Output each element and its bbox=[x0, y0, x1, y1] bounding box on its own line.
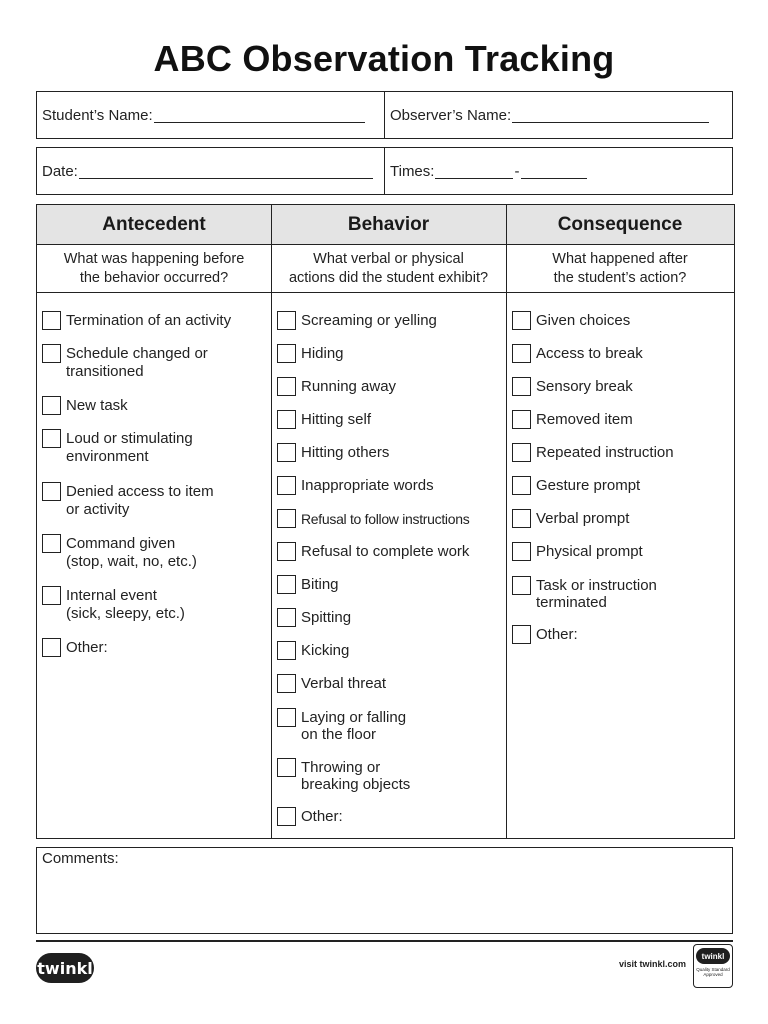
comments-box[interactable] bbox=[36, 847, 733, 934]
behavior-item[interactable]: Spitting bbox=[277, 609, 351, 627]
checkbox[interactable] bbox=[42, 638, 61, 657]
behavior-item[interactable]: Other: bbox=[277, 808, 343, 826]
checkbox[interactable] bbox=[512, 311, 531, 330]
checkbox[interactable] bbox=[512, 410, 531, 429]
visit-link[interactable]: visit twinkl.com bbox=[618, 959, 686, 969]
behavior-heading: Behavior bbox=[347, 214, 430, 235]
checkbox[interactable] bbox=[42, 429, 61, 448]
names-row bbox=[36, 91, 733, 139]
checkbox[interactable] bbox=[277, 641, 296, 660]
behavior-item[interactable]: Running away bbox=[277, 378, 396, 396]
twinkl-logo: twinkl bbox=[36, 953, 94, 983]
antecedent-item[interactable]: Loud or stimulating environment bbox=[42, 430, 193, 466]
header-row bbox=[37, 205, 734, 245]
checkbox[interactable] bbox=[512, 576, 531, 595]
observer-name-label: Observer’s Name: bbox=[390, 106, 512, 124]
column-divider bbox=[506, 205, 507, 838]
antecedent-item[interactable]: New task bbox=[42, 397, 128, 415]
prompt-row bbox=[37, 245, 734, 293]
behavior-item[interactable]: Throwing or breaking objects bbox=[277, 759, 410, 793]
behavior-prompt: What verbal or physical actions did the student exhibit? bbox=[288, 251, 489, 286]
checkbox[interactable] bbox=[277, 443, 296, 462]
antecedent-prompt: What was happening before the behavior occurred? bbox=[63, 251, 245, 286]
consequence-item[interactable]: Verbal prompt bbox=[512, 510, 629, 528]
consequence-item[interactable]: Given choices bbox=[512, 312, 630, 330]
consequence-item[interactable]: Task or instruction terminated bbox=[512, 577, 657, 611]
consequence-item[interactable]: Gesture prompt bbox=[512, 477, 640, 495]
antecedent-heading: Antecedent bbox=[102, 214, 206, 235]
date-line[interactable] bbox=[79, 164, 373, 179]
date-times-row bbox=[36, 147, 733, 195]
behavior-item[interactable]: Kicking bbox=[277, 642, 349, 660]
observer-name-line[interactable] bbox=[512, 108, 709, 123]
times-label: Times: bbox=[390, 162, 435, 180]
behavior-item[interactable]: Inappropriate words bbox=[277, 477, 434, 495]
abc-table bbox=[36, 204, 735, 839]
consequence-item[interactable]: Access to break bbox=[512, 345, 643, 363]
consequence-heading: Consequence bbox=[557, 214, 683, 235]
checkbox[interactable] bbox=[42, 396, 61, 415]
checkbox[interactable] bbox=[277, 807, 296, 826]
times-end-line[interactable] bbox=[521, 164, 587, 179]
badge-logo: twinkl bbox=[696, 948, 730, 964]
checkbox[interactable] bbox=[277, 758, 296, 777]
column-divider bbox=[271, 205, 272, 838]
checkbox[interactable] bbox=[512, 625, 531, 644]
checkbox[interactable] bbox=[277, 344, 296, 363]
consequence-item[interactable]: Sensory break bbox=[512, 378, 633, 396]
footer-divider bbox=[36, 940, 733, 942]
checkbox[interactable] bbox=[277, 476, 296, 495]
checkbox[interactable] bbox=[512, 344, 531, 363]
date-field[interactable] bbox=[37, 148, 385, 194]
student-name-line[interactable] bbox=[154, 108, 365, 123]
badge-text: Quality Standard Approved bbox=[696, 967, 730, 977]
antecedent-item[interactable]: Command given (stop, wait, no, etc.) bbox=[42, 535, 197, 571]
page-title: ABC Observation Tracking bbox=[153, 38, 615, 79]
behavior-item[interactable]: Biting bbox=[277, 576, 339, 594]
times-field[interactable] bbox=[385, 148, 732, 194]
behavior-item[interactable]: Hiding bbox=[277, 345, 344, 363]
checkbox[interactable] bbox=[277, 509, 296, 528]
checkbox[interactable] bbox=[42, 534, 61, 553]
checkbox[interactable] bbox=[277, 674, 296, 693]
checkbox[interactable] bbox=[42, 482, 61, 501]
consequence-prompt: What happened after the student’s action? bbox=[552, 251, 688, 286]
antecedent-item[interactable]: Other: bbox=[42, 639, 108, 657]
antecedent-item[interactable]: Internal event (sick, sleepy, etc.) bbox=[42, 587, 185, 623]
behavior-item[interactable]: Refusal to follow instructions bbox=[277, 510, 469, 528]
consequence-item[interactable]: Other: bbox=[512, 626, 578, 644]
comments-label: Comments: bbox=[42, 850, 119, 867]
checkbox[interactable] bbox=[277, 311, 296, 330]
antecedent-item[interactable]: Schedule changed or transitioned bbox=[42, 345, 208, 381]
date-label: Date: bbox=[42, 162, 78, 180]
behavior-item[interactable]: Hitting self bbox=[277, 411, 371, 429]
checkbox[interactable] bbox=[277, 410, 296, 429]
times-separator: - bbox=[514, 162, 520, 180]
checkbox[interactable] bbox=[42, 311, 61, 330]
checkbox[interactable] bbox=[277, 542, 296, 561]
checkbox[interactable] bbox=[512, 542, 531, 561]
times-start-line[interactable] bbox=[435, 164, 513, 179]
checkbox[interactable] bbox=[277, 608, 296, 627]
consequence-item[interactable]: Physical prompt bbox=[512, 543, 643, 561]
quality-badge bbox=[693, 944, 733, 988]
antecedent-item[interactable]: Denied access to item or activity bbox=[42, 483, 214, 519]
behavior-item[interactable]: Hitting others bbox=[277, 444, 389, 462]
checkbox[interactable] bbox=[277, 708, 296, 727]
observer-name-field[interactable] bbox=[385, 92, 732, 138]
checkbox[interactable] bbox=[277, 575, 296, 594]
checkbox[interactable] bbox=[42, 344, 61, 363]
checkbox[interactable] bbox=[512, 443, 531, 462]
consequence-item[interactable]: Repeated instruction bbox=[512, 444, 674, 462]
checkbox[interactable] bbox=[277, 377, 296, 396]
student-name-label: Student’s Name: bbox=[42, 106, 153, 124]
consequence-item[interactable]: Removed item bbox=[512, 411, 633, 429]
student-name-field[interactable] bbox=[37, 92, 385, 138]
behavior-item[interactable]: Screaming or yelling bbox=[277, 312, 437, 330]
behavior-item[interactable]: Verbal threat bbox=[277, 675, 386, 693]
checkbox[interactable] bbox=[512, 476, 531, 495]
checkbox[interactable] bbox=[512, 509, 531, 528]
antecedent-item[interactable]: Termination of an activity bbox=[42, 312, 231, 330]
checkbox[interactable] bbox=[512, 377, 531, 396]
behavior-item[interactable]: Laying or falling on the floor bbox=[277, 709, 406, 743]
behavior-item[interactable]: Refusal to complete work bbox=[277, 543, 469, 561]
checkbox[interactable] bbox=[42, 586, 61, 605]
